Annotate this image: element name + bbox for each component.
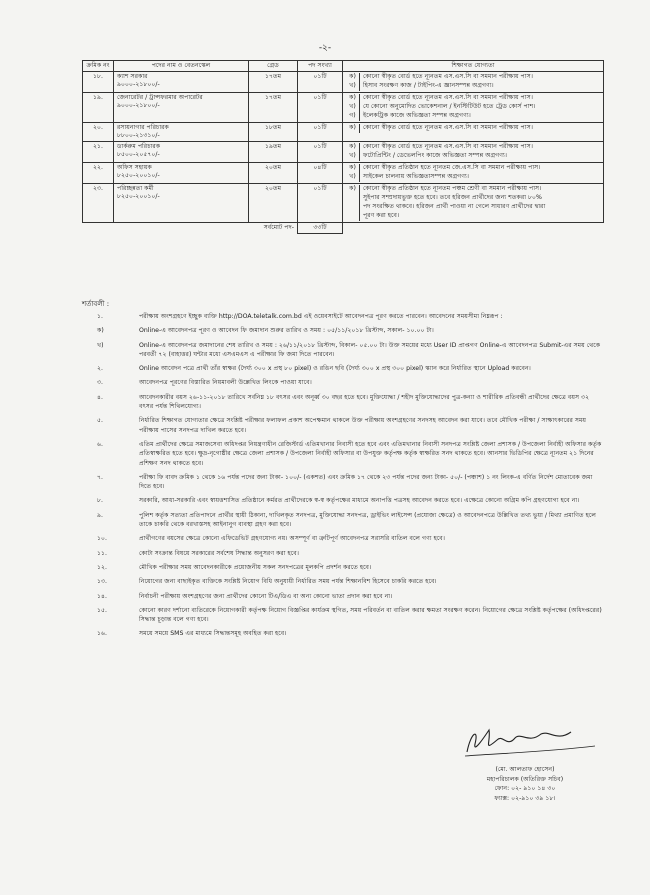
- qualification-mark: ক): [346, 164, 360, 173]
- total-row: [83, 223, 604, 234]
- row-post: [114, 93, 249, 123]
- post-name: ক্যাশ সরকার: [117, 73, 148, 81]
- row-qualification: [343, 72, 604, 93]
- condition-number: খ): [97, 341, 104, 349]
- qualification-text: পূরণ করা হবে।: [363, 212, 400, 220]
- row-grade: ২০তম: [249, 184, 298, 223]
- row-grade: ১৭তম: [249, 93, 298, 123]
- row-grade: ১৮তম: [249, 123, 298, 142]
- conditions-list: [82, 312, 604, 644]
- condition-text: কোনো কারণ দর্শানো ব্যতিরেকে নিয়োগকারী কর্তৃপক্ষ নিয়োগ বিজ্ঞপ্তির কার্যক্রম স্থগিত, সময় পরিবর্তন বা বাতিল করার ক্ষমতা সংরক্ষণ করেন। নিয়োগের ক্ষেত্রে সংশ্লিষ্ট কর্তৃপক্ষের (অধিদপ্তরের) সিদ্ধান্ত চূড়ান্ত বলে গণ্য হবে।: [139, 606, 602, 624]
- qualification-mark: ক): [346, 185, 360, 194]
- post-name: পরিচ্ছন্নতা কর্মী: [117, 185, 154, 193]
- condition-text: Online-এ আবেদনপত্র পূরণ ও আবেদন ফি জমাদান শুরুর তারিখ ও সময় : ০৫/১১/২০১৮ খ্রিস্টাব্দ, সকাল- ১০.০০ টা।: [139, 327, 434, 335]
- qualification-text: ফটোপ্রিন্টিং / ডেভেলপিং কাজে অভিজ্ঞতা সম্পন্ন অগ্রগণ্য।: [363, 152, 507, 160]
- qualification-line: [346, 103, 600, 112]
- post-name: অফিস সহায়ক: [117, 164, 152, 172]
- qualification-mark: ক): [346, 94, 360, 103]
- condition-number: ১৪.: [97, 592, 107, 600]
- row-grade: ১৭তম: [249, 72, 298, 93]
- qualification-text: যে কোনো অনুমোদিত ভোকেশনাল / ইনস্টিটিউট হতে ট্রেড কোর্স পাশ।: [363, 103, 536, 111]
- condition-text: প্রার্থীগণের বয়সের ক্ষেত্রে কোনো এফিডেভিট গ্রহণযোগ্য নয়। অসম্পূর্ণ বা ত্রুটিপূর্ণ আবেদনপত্র সরাসরি বাতিল বলে গণ্য হবে।: [139, 535, 445, 543]
- row-post: [114, 123, 249, 142]
- qualification-line: [346, 164, 600, 173]
- condition-item: [82, 378, 604, 387]
- table-row: [83, 184, 604, 223]
- post-salary: ৮৫০০-২০৫৭০/-: [117, 151, 160, 159]
- total-value: ৩৩টি: [298, 223, 343, 234]
- post-name: রসায়নাগার পরিচারক: [117, 124, 169, 132]
- header-qualification: শিক্ষাগত যোগ্যতা: [343, 61, 604, 72]
- condition-item: [82, 511, 604, 530]
- qualification-text: কোনো স্বীকৃত বোর্ড হতে ন্যূনতম এস.এস.সি বা সমমান পরীক্ষায় পাস।: [363, 143, 533, 151]
- table-row: [83, 93, 604, 123]
- post-salary: ৯০০০-২১৮০০/-: [117, 81, 160, 89]
- total-empty-cell: [343, 223, 604, 234]
- qualification-mark: [346, 194, 360, 203]
- condition-text: পুলিশ কর্তৃক সত্যতা প্রতিপাদনে প্রার্থীর স্থায়ী ঠিকানা, দাখিলকৃত সনদপত্র, মুক্তিযোদ্ধা সনদপত্র, ড্রাইভিং লাইসেন্স (প্রযোজ্য ক্ষেত্রে) ও আবেদনপত্রে উল্লিখিত তথ্য ভুয়া / মিথ্যা প্রমাণিত হলে তাকে চাকরি থেকে বরখাস্তসহ আইনানুগ ব্যবস্থা গ্রহণ করা হবে।: [139, 511, 597, 529]
- qualification-mark: [346, 203, 360, 212]
- condition-number: ১.: [97, 313, 103, 320]
- qualification-mark: ক): [346, 124, 360, 133]
- qualification-text: সুইপার সম্প্রদায়ভুক্ত হতে হবে। তবে হরিজন প্রার্থীদের জন্য শতকরা ৮০%: [363, 194, 542, 202]
- condition-item: [82, 563, 604, 572]
- condition-item: [82, 473, 604, 492]
- row-count: ০৪টি: [298, 163, 343, 184]
- condition-item: [82, 341, 604, 360]
- table-row: [83, 123, 604, 142]
- row-count: ০১টি: [298, 93, 343, 123]
- row-post: [114, 72, 249, 93]
- qualification-mark: [346, 212, 360, 221]
- signatory-name: (মো. আলতাফ হোসেন): [495, 766, 555, 773]
- condition-text: নিয়োগের জন্য বাছাইকৃত ব্যক্তিকে সংশ্লিষ্ট নিয়োগ বিধি অনুযায়ী নির্ধারিত সময় পর্যন্ত শিক্ষানবিশ হিসেবে চাকরি করতে হবে।: [139, 578, 437, 586]
- qualification-text: হিসাব সংরক্ষণ কাজ / টাইপিং-এ জ্ঞানসম্পন্ন অগ্রগণ্য।: [363, 82, 494, 90]
- qualification-text: কোনো স্বীকৃত প্রতিষ্ঠান হতে ন্যূনতম পঞ্চম শ্রেণী বা সমমান পরীক্ষায় পাস।: [363, 185, 542, 193]
- condition-text: কোটা সংক্রান্ত বিষয়ে সরকারের সর্বশেষ সিদ্ধান্ত অনুসরণ করা হবে।: [139, 549, 299, 557]
- post-name: ডার্করুম পরিচারক: [117, 143, 161, 151]
- row-serial: ২০.: [83, 123, 114, 142]
- post-salary: ৮২৫০-২০০১০/-: [117, 193, 160, 201]
- condition-number: ১০.: [97, 535, 108, 543]
- qualification-line: [346, 143, 600, 152]
- qualification-line: [346, 73, 600, 82]
- condition-number: ১৫.: [97, 606, 107, 614]
- condition-number: ১৩.: [97, 578, 108, 586]
- row-grade: ২০তম: [249, 163, 298, 184]
- row-post: [114, 142, 249, 163]
- condition-item: [82, 312, 604, 321]
- condition-item: [82, 534, 604, 543]
- row-serial: ১৮.: [83, 72, 114, 93]
- signature-image: [445, 722, 605, 762]
- condition-text: পরীক্ষা ফি বাবদ ক্রমিক ১ থেকে ১৬ পর্যন্ত পদের জন্য টাকা- ১০০/- (একশত) এবং ক্রমিক ১৭ থেকে ২৩ পর্যন্ত পদের জন্য টাকা- ৫০/- (পঞ্চাশ) ১ নং লিংক-এ বর্ণিত নির্দেশ মোতাবেক জমা দিতে হবে।: [139, 473, 593, 491]
- condition-number: ৬.: [97, 440, 103, 448]
- qualification-line: [346, 124, 600, 133]
- condition-text: সরকারি, আধা-সরকারি এবং স্বায়ত্তশাসিত প্রতিষ্ঠানে কর্মরত প্রার্থীদেরকে স্ব-স্ব কর্তৃপক্ষের মাধ্যমে অনাপত্তি পত্রসহ আবেদন করতে হবে। এক্ষেত্রে কোনো অগ্রিম কপি গ্রহণযোগ্য হবে না।: [139, 497, 580, 505]
- post-salary: ৯০০০-২১৮০০/-: [117, 102, 160, 110]
- post-salary: ৮৮০০-২১৩১০/-: [117, 132, 160, 140]
- row-serial: ১৯.: [83, 93, 114, 123]
- table-row: [83, 142, 604, 163]
- qualification-mark: ক): [346, 73, 360, 82]
- row-post: [114, 163, 249, 184]
- condition-text: আবেদনকারীর বয়স ২৬-১১-২০১৮ তারিখে সর্বনিম্ন ১৮ বৎসর এবং অনূর্ধ্ব ৩০ বছর হতে হবে। মুক্তিযোদ্ধা / শহীদ মুক্তিযোদ্ধাদের পুত্র-কন্যা ও শারীরিক প্রতিবন্ধী প্রার্থীদের ক্ষেত্রে বয়স ৩২ বৎসর পর্যন্ত শিথিলযোগ্য।: [139, 393, 590, 411]
- qualification-mark: খ): [346, 103, 360, 112]
- condition-text: এতিম প্রার্থীদের ক্ষেত্রে সমাজসেবা অধিদপ্তর নিয়ন্ত্রণাধীন রেজিস্টার্ড এতিমখানার নিবাসী হতে হবে এবং এতিমখানার নিবাসী সনদপত্র সংশ্লিষ্ট জেলা প্রশাসক / উপজেলা নির্বাহী অফিসার কর্তৃক প্রতিস্বাক্ষরিত হতে হবে। ক্ষুদ্র-নৃগোষ্ঠীর ক্ষেত্রে জেলা প্রশাসক / উপজেলা নির্বাহী অফিসার বা উপযুক্ত কর্তৃপক্ষ কর্তৃক স্বাক্ষরিত সনদ থাকতে হবে। আনসার ভিডিপির ক্ষেত্রে ন্যূনতম ২১ দিনের প্রশিক্ষণ সনদ থাকতে হবে।: [139, 440, 602, 467]
- condition-item: [82, 577, 604, 586]
- row-qualification: [343, 184, 604, 223]
- table-header-row: [83, 61, 604, 72]
- qualification-text: ইলেকট্রিক কাজে অভিজ্ঞতা সম্পন্ন অগ্রগণ্য।: [363, 112, 471, 120]
- condition-text: আবেদনপত্র পূরণের বিস্তারিত নিয়মাবলী উল্লেখিত লিংকে পাওয়া যাবে।: [139, 379, 312, 387]
- condition-item: [82, 440, 604, 468]
- condition-number: ১১.: [97, 549, 107, 557]
- qualification-line: [346, 185, 600, 194]
- condition-text: Online-এ আবেদনপত্র জমাদানের শেষ তারিখ ও সময় : ২৬/১১/২০১৮ খ্রিস্টাব্দ, বিকাল- ০৫.০০ টা। উক্ত সময়ের মধ্যে User ID প্রাপ্তগণ Online-এ আবেদনপত্র Submit-এর সময় থেকে পরবর্তী ৭২ (বাহাত্তর) ঘন্টার মধ্যে এসএমএস এ পরীক্ষার ফি জমা দিতে পারবেন।: [139, 341, 601, 358]
- condition-number: ১৬.: [97, 630, 108, 638]
- qualification-text: কোনো স্বীকৃত বোর্ড হতে ন্যূনতম এস.এস.সি বা সমমান পরীক্ষায় পাস।: [363, 94, 533, 102]
- row-qualification: [343, 123, 604, 142]
- row-qualification: [343, 163, 604, 184]
- qualification-mark: খ): [346, 82, 360, 91]
- condition-text: সময়ে সময়ে SMS এর মাধ্যমে সিদ্ধান্তসমূহ অবহিত করা হবে।: [139, 630, 287, 638]
- condition-text: নির্বাচনী পরীক্ষায় অংশগ্রহণের জন্য প্রার্থীদের কোনো টিএ/ডিএ বা অন্য কোনো ভাতা প্রদান করা হবে না।: [139, 592, 393, 600]
- header-count: পদ সংখ্যা: [298, 61, 343, 72]
- qualification-mark: গ): [346, 112, 360, 121]
- qualification-line: [346, 112, 600, 121]
- condition-item: [82, 393, 604, 412]
- condition-text: মৌখিক পরীক্ষার সময় আবেদনকারীকে প্রয়োজনীয় সকল সনদপত্রের মূলকপি প্রদর্শন করতে হবে।: [139, 563, 372, 571]
- table-row: [83, 163, 604, 184]
- condition-number: ৩.: [97, 379, 103, 387]
- row-grade: ১৯তম: [249, 142, 298, 163]
- header-serial: ক্রমিক নং: [83, 61, 114, 72]
- condition-number: ২.: [97, 365, 103, 373]
- row-serial: ২২.: [83, 163, 114, 184]
- row-count: ০১টি: [298, 184, 343, 223]
- row-count: ০১টি: [298, 123, 343, 142]
- qualification-line: [346, 203, 600, 212]
- qualification-line: [346, 82, 600, 91]
- header-grade: গ্রেড: [249, 61, 298, 72]
- qualification-text: কোনো স্বীকৃত প্রতিষ্ঠান হতে ন্যূনতম জে.এস.সি বা সমমান পরীক্ষায় পাস।: [363, 164, 541, 172]
- row-qualification: [343, 93, 604, 123]
- post-name: জেনারেটর / ট্রান্সফরমার অপারেটর: [117, 94, 203, 102]
- condition-item: [82, 416, 604, 435]
- qualification-text: কোনো স্বীকৃত বোর্ড হতে ন্যূনতম এস.এস.সি বা সমমান পরীক্ষায় পাস।: [363, 124, 533, 132]
- condition-item: [82, 364, 604, 373]
- qualification-line: [346, 173, 600, 182]
- qualification-mark: খ): [346, 173, 360, 182]
- conditions-title: শর্তাবলী :: [82, 300, 110, 308]
- condition-number: ৯.: [97, 511, 103, 519]
- condition-number: ৪.: [97, 393, 103, 401]
- qualification-mark: খ): [346, 152, 360, 161]
- qualification-text: সাইকেল চালনায় অভিজ্ঞতাসম্পন্ন অগ্রগণ্য।: [363, 173, 469, 181]
- condition-number: ৫.: [97, 417, 103, 425]
- condition-text: নির্ধারিত শিক্ষাগত যোগ্যতার ক্ষেত্রে সংশ্লিষ্ট পরীক্ষার ফলাফল প্রকাশ অপেক্ষমান থাকলে উক্ত পরীক্ষায় অংশগ্রহণের সনদসহ আবেদন করা যাবে। তবে মৌখিক পরীক্ষা / সাক্ষাৎকারের সময় পরীক্ষায় পাসের সনদপত্র দাখিল করতে হবে।: [139, 417, 587, 434]
- qualification-line: [346, 194, 600, 203]
- signatory-phone: ফোন: ০২- ৯১০ ১৪ ৩০: [494, 785, 556, 793]
- signatory-fax: ফ্যাক্স: ০২-৯১০ ৩৯ ১৮।: [494, 794, 556, 802]
- total-label: সর্বমোট পদ-: [83, 223, 298, 234]
- condition-item: [82, 326, 604, 335]
- qualification-line: [346, 212, 600, 221]
- posts-table: [82, 60, 604, 234]
- condition-number: ১২.: [97, 563, 108, 571]
- post-salary: ৮২৫০-২০০১০/-: [117, 172, 160, 180]
- row-serial: ২৩.: [83, 184, 114, 223]
- condition-item: [82, 592, 604, 601]
- row-count: ০১টি: [298, 72, 343, 93]
- table-row: [83, 72, 604, 93]
- condition-item: [82, 496, 604, 505]
- qualification-line: [346, 152, 600, 161]
- signature-block: [450, 765, 600, 803]
- condition-item: [82, 629, 604, 638]
- condition-number: ৮.: [97, 497, 103, 505]
- row-post: [114, 184, 249, 223]
- qualification-line: [346, 94, 600, 103]
- condition-number: ক): [97, 327, 104, 335]
- header-post: পদের নাম ও বেতনস্কেল: [114, 61, 249, 72]
- row-serial: ২১.: [83, 142, 114, 163]
- signatory-designation: মহাপরিচালক (অতিরিক্ত সচিব): [486, 775, 564, 783]
- condition-number: ৭.: [97, 473, 103, 481]
- condition-text: Online আবেদন পত্রে প্রার্থী তাঁর স্বাক্ষর (দৈর্ঘ্য ৩০০ x প্রস্থ ৮০ pixel) ও রঙিন ছবি (দৈর্ঘ্য ৩০০ x প্রস্থ ৩০০ pixel) স্ক্যান করে নির্ধারিত স্থানে Upload করবেন।: [139, 365, 531, 373]
- page-number: -২-: [318, 43, 332, 53]
- row-count: ০১টি: [298, 142, 343, 163]
- qualification-text: পদ সংরক্ষিত থাকবে। হরিজন প্রার্থী পাওয়া না গেলে সাধারণ প্রার্থীদের দ্বারা: [363, 203, 546, 211]
- condition-text: পরীক্ষায় অংশগ্রহণে ইচ্ছুক ব্যক্তি http://DOA.teletalk.com.bd এই ওয়েবসাইটে আবেদনপত্র পূরণ করতে পারবেন। আবেদনের সময়সীমা নিম্নরূপ :: [139, 313, 503, 320]
- row-qualification: [343, 142, 604, 163]
- qualification-text: কোনো স্বীকৃত বোর্ড হতে ন্যূনতম এস.এস.সি বা সমমান পরীক্ষায় পাস।: [363, 73, 533, 81]
- condition-item: [82, 549, 604, 558]
- qualification-mark: ক): [346, 143, 360, 152]
- condition-item: [82, 606, 604, 625]
